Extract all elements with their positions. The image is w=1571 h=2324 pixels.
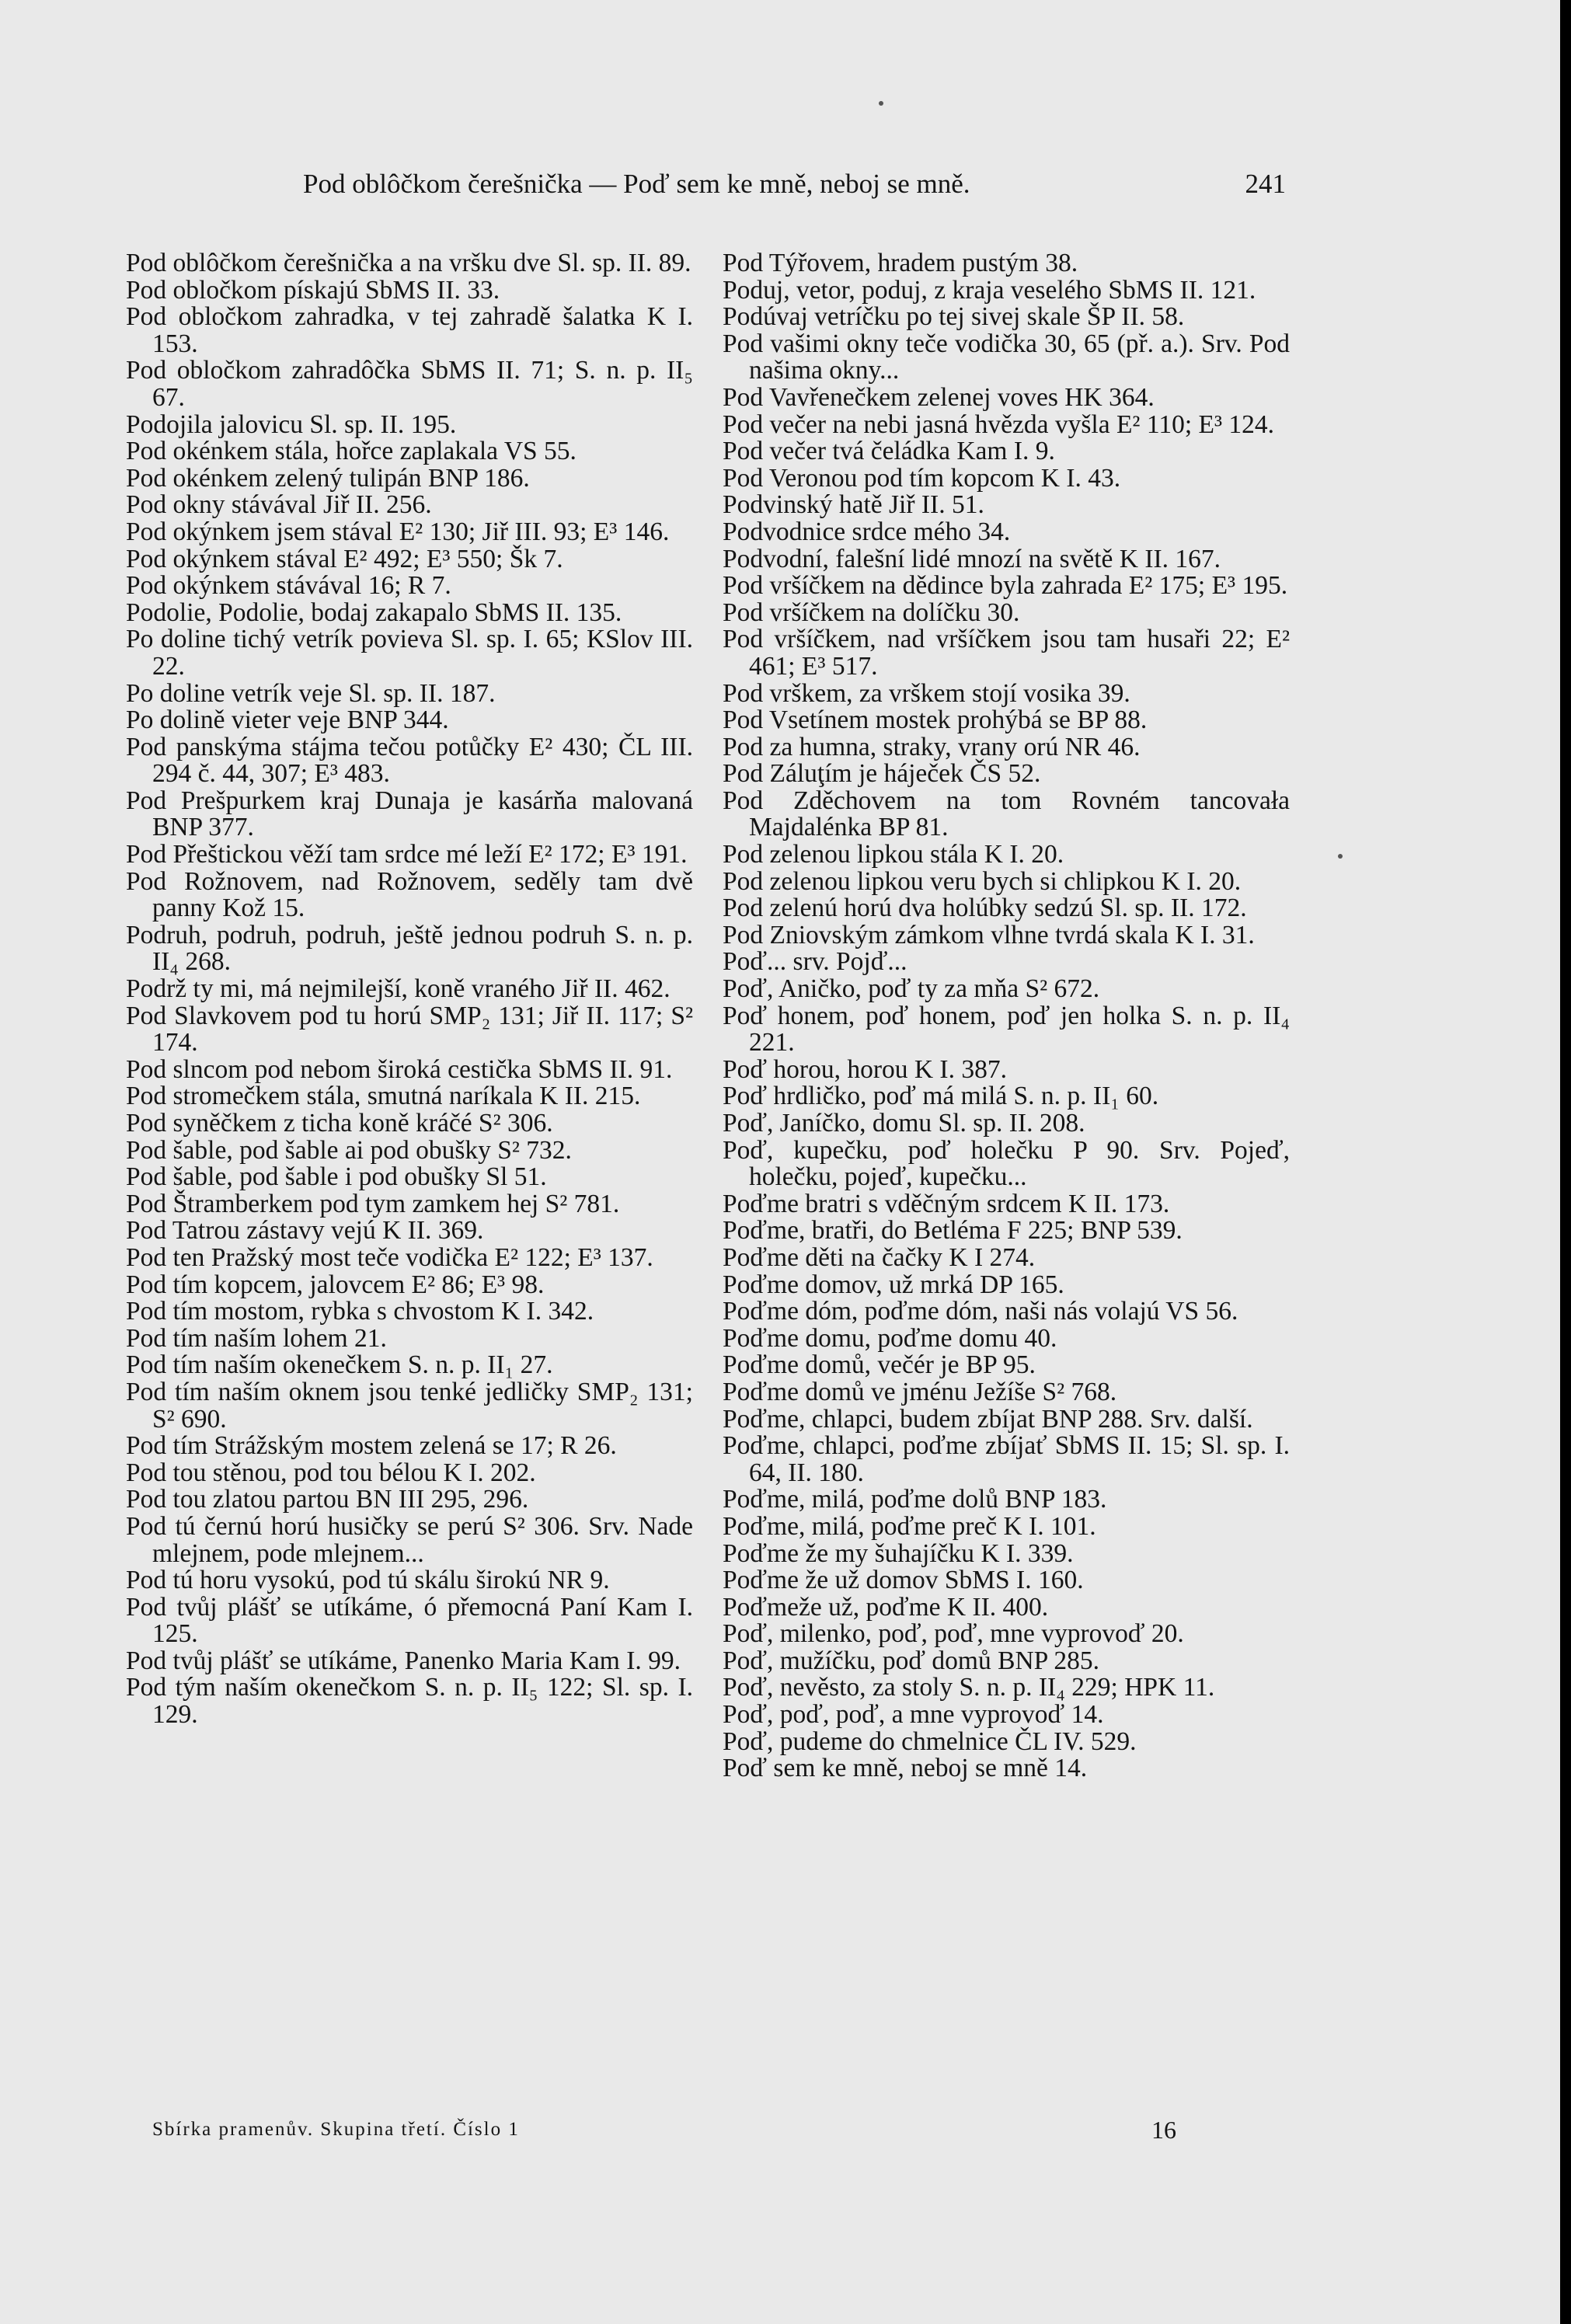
index-entry: Pod tvůj plášť se utíkáme, ó přemocná Paní Kam I. 125. xyxy=(126,1592,693,1649)
index-entry: Poďme že my šuhajíčku K I. 339. xyxy=(723,1538,1074,1568)
index-entry: Pod ten Pražský most teče vodička E² 122; E³ 137. xyxy=(126,1242,653,1272)
index-entry: Pod šable, pod šable i pod obušky Sl 51. xyxy=(126,1162,547,1192)
sheet-number: 16 xyxy=(1151,2116,1176,2144)
index-entry: Pod tú horu vysokú, pod tú skálu širokú NR 9. xyxy=(126,1566,610,1595)
index-entry: Poď... srv. Pojď... xyxy=(723,947,907,977)
index-entry: Poďme děti na čačky K I 274. xyxy=(723,1242,1036,1272)
index-entry: Pod tou zlatou partou BN III 295, 296. xyxy=(126,1485,529,1514)
index-entry: Pod večer tvá čeládka Kam I. 9. xyxy=(723,437,1055,466)
index-entry: Poď hrdličko, poď má milá S. n. p. II₁ 60. xyxy=(723,1082,1159,1111)
index-entry: Pod tú černú horú husičky se perú S² 306. Srv. Nade mlejnem, pode mlejnem... xyxy=(126,1511,693,1568)
index-entry: Pod vašimi okny teče vodička 30, 65 (př. a.). Srv. Pod našima okny... xyxy=(723,329,1290,385)
index-entry: Pod slncom pod nebom široká cestička SbMS II. 91. xyxy=(126,1054,673,1084)
index-entry: Poďme dóm, poďme dóm, naši nás volajú VS 56. xyxy=(723,1297,1238,1326)
index-entry: Poď, Aničko, poď ty za mňa S² 672. xyxy=(723,974,1100,1004)
index-entry: Poď, Janíčko, domu Sl. sp. II. 208. xyxy=(723,1109,1085,1138)
index-entry: Pod šable, pod šable ai pod obušky S² 732. xyxy=(126,1135,572,1165)
index-entry: Poďmeže už, poďme K II. 400. xyxy=(723,1592,1049,1622)
index-entry: Podolie, Podolie, bodaj zakapalo SbMS II. 135. xyxy=(126,598,622,627)
index-entry: Pod zelenou lipkou stála K I. 20. xyxy=(723,840,1064,869)
index-entry: Podruh, podruh, podruh, ještě jednou podruh S. n. p. II₄ 268. xyxy=(126,920,693,977)
index-entry: Po doline vetrík veje Sl. sp. II. 187. xyxy=(126,678,496,708)
index-entry: Pod okýnkem jsem stával E² 130; Jiř III. 93; E³ 146. xyxy=(126,517,670,546)
index-entry: Poď honem, poď honem, poď jen holka S. n. p. II₄ 221. xyxy=(723,1001,1290,1057)
index-entry: Pod Prešpurkem kraj Dunaja je kasárňa malovaná BNP 377. xyxy=(126,786,693,842)
index-entry: Pod tím naším okenečkem S. n. p. II₁ 27. xyxy=(126,1350,553,1380)
index-entry: Poďme bratri s vděčným srdcem K II. 173. xyxy=(723,1189,1170,1218)
index-entry: Podojila jalovicu Sl. sp. II. 195. xyxy=(126,409,457,439)
index-entry: Pod tvůj plášť se utíkáme, Panenko Maria Kam I. 99. xyxy=(126,1646,681,1675)
header-title: Pod oblôčkom čerešnička — Poď sem ke mně, neboj se mně. xyxy=(303,169,970,199)
index-entry: Pod Veronou pod tím kopcom K I. 43. xyxy=(723,463,1121,493)
index-entry: Pod okénkem stála, hořce zaplakala VS 55. xyxy=(126,437,576,466)
index-entry: Pod obločkom zahradôčka SbMS II. 71; S. n. p. II₅ 67. xyxy=(126,356,693,412)
index-entry: Pod okénkem zelený tulipán BNP 186. xyxy=(126,463,530,493)
index-entry: Pod Slavkovem pod tu horú SMP₂ 131; Jiř II. 117; S² 174. xyxy=(126,1001,693,1057)
index-entry: Pod tím Strážským mostem zelená se 17; R 26. xyxy=(126,1431,617,1461)
index-entry: Poduj, vetor, poduj, z kraja veselého SbMS II. 121. xyxy=(723,275,1256,305)
index-entry: Pod tím naším lohem 21. xyxy=(126,1323,387,1353)
index-entry: Pod tým naším okenečkom S. n. p. II₅ 122; Sl. sp. I. 129. xyxy=(126,1673,693,1730)
index-entry: Poďme, chlapci, poďme zbíjať SbMS II. 15; Sl. sp. I. 64, II. 180. xyxy=(723,1431,1290,1487)
index-entry: Podvodnice srdce mého 34. xyxy=(723,517,1011,546)
index-entry: Pod Rožnovem, nad Rožnovem, seděly tam dvě panny Kož 15. xyxy=(126,866,693,923)
index-entry: Podrž ty mi, má nejmilejší, koně vraného Jiř II. 462. xyxy=(126,974,671,1004)
running-header xyxy=(303,165,1286,204)
index-entry: Poďme domů, večér je BP 95. xyxy=(723,1350,1036,1380)
index-entry: Pod za humna, straky, vrany orú NR 46. xyxy=(723,732,1141,761)
page-footer xyxy=(152,2114,1176,2145)
index-entry: Poďme že už domov SbMS I. 160. xyxy=(723,1566,1084,1595)
index-entry: Podvodní, falešní lidé mnozí na světě K II. 167. xyxy=(723,544,1221,573)
index-entry: Pod vrškem, za vrškem stojí vosika 39. xyxy=(723,678,1130,708)
index-entry: Pod stromečkem stála, smutná naríkala K II. 215. xyxy=(126,1082,641,1111)
index-entry: Pod Záluţím je háječek ČS 52. xyxy=(723,759,1041,789)
index-entry: Poď horou, horou K I. 387. xyxy=(723,1054,1007,1084)
index-entry: Poď, poď, poď, a mne vyprovoď 14. xyxy=(723,1700,1104,1730)
index-entry: Pod okýnkem stával E² 492; E³ 550; Šk 7. xyxy=(126,544,563,573)
left-column xyxy=(126,250,693,1729)
index-entry: Poď, pudeme do chmelnice ČL IV. 529. xyxy=(723,1726,1137,1756)
index-entry: Pod Vsetínem mostek prohýbá se BP 88. xyxy=(723,706,1148,735)
index-entry: Pod vršíčkem, nad vršíčkem jsou tam husaři 22; E² 461; E³ 517. xyxy=(723,625,1290,681)
index-entry: Pod syněčkem z ticha koně kráčé S² 306. xyxy=(126,1109,553,1138)
index-entry: Poď, nevěsto, za stoly S. n. p. II₄ 229; HPK 11. xyxy=(723,1673,1215,1702)
index-entry: Poďme, milá, poďme dolů BNP 183. xyxy=(723,1485,1107,1514)
index-entry: Podúvaj vetríčku po tej sivej skale ŠP II. 58. xyxy=(723,302,1185,332)
index-entry: Pod tím kopcem, jalovcem E² 86; E³ 98. xyxy=(126,1270,545,1299)
index-entry: Pod Přeštickou věží tam srdce mé leží E² 172; E³ 191. xyxy=(126,840,688,869)
index-entry: Pod vršíčkem na dolíčku 30. xyxy=(723,598,1020,627)
index-entry: Poďme domu, poďme domu 40. xyxy=(723,1323,1057,1353)
index-entry: Pod Vavřenečkem zelenej voves HK 364. xyxy=(723,382,1155,412)
index-entry: Pod Štramberkem pod tym zamkem hej S² 781. xyxy=(126,1189,620,1218)
index-entry: Pod obločkom zahradka, v tej zahradě šalatka K I. 153. xyxy=(126,302,693,358)
index-entry: Poďme domů ve jménu Ježíše S² 768. xyxy=(723,1377,1117,1406)
index-entry: Poď, milenko, poď, poď, mne vyprovoď 20. xyxy=(723,1619,1184,1649)
index-entry: Poďme, bratři, do Betléma F 225; BNP 539. xyxy=(723,1216,1183,1246)
index-entry: Pod Zniovským zámkom vlhne tvrdá skala K I. 31. xyxy=(723,920,1255,949)
index-entry: Pod Týřovem, hradem pustým 38. xyxy=(723,249,1078,277)
index-entry: Poď, mužíčku, poď domů BNP 285. xyxy=(723,1646,1100,1675)
page-number: 241 xyxy=(1245,169,1286,199)
index-entry: Poďme domov, už mrká DP 165. xyxy=(723,1270,1064,1299)
index-entry: Pod Tatrou zástavy vejú K II. 369. xyxy=(126,1216,484,1246)
index-entry: Pod vršíčkem na dědince byla zahrada E² 175; E³ 195. xyxy=(723,571,1288,601)
index-entry: Pod tím naším oknem jsou tenké jedličky SMP₂ 131; S² 690. xyxy=(126,1377,693,1434)
index-entry: Pod okny stávával Jiř II. 256. xyxy=(126,490,432,520)
index-entry: Pod okýnkem stávával 16; R 7. xyxy=(126,571,451,601)
index-entry: Pod Zděchovem na tom Rovném tancovała Majdalénka BP 81. xyxy=(723,786,1290,842)
specks xyxy=(879,101,883,106)
index-entry: Pod oblôčkom čerešnička a na vršku dve Sl. sp. II. 89. xyxy=(126,249,691,277)
index-entry: Podvinský hatě Jiř II. 51. xyxy=(723,490,984,520)
index-entry: Pod zelenou lipkou veru bych si chlipkou K I. 20. xyxy=(723,866,1242,896)
index-entry: Po doline tichý vetrík povieva Sl. sp. I. 65; KSlov III. 22. xyxy=(126,625,693,681)
index-entry: Poďme, chlapci, budem zbíjat BNP 288. Srv. další. xyxy=(723,1404,1253,1434)
index-entry: Pod tou stěnou, pod tou bélou K I. 202. xyxy=(126,1458,536,1487)
right-column xyxy=(723,250,1290,1782)
index-entry: Pod tím mostom, rybka s chvostom K I. 342. xyxy=(126,1297,594,1326)
specks xyxy=(1338,854,1343,859)
index-entry: Pod panskýma stájma tečou potůčky E² 430; ČL III. 294 č. 44, 307; E³ 483. xyxy=(126,732,693,789)
index-entry: Po dolině vieter veje BNP 344. xyxy=(126,706,449,735)
index-entry: Poď sem ke mně, neboj se mně 14. xyxy=(723,1754,1088,1783)
index-entry: Pod obločkom pískajú SbMS II. 33. xyxy=(126,275,500,305)
index-entry: Poď, kupečku, poď holečku P 90. Srv. Pojeď, holečku, pojeď, kupečku... xyxy=(723,1135,1290,1192)
index-entry: Pod večer na nebi jasná hvězda vyšla E² 110; E³ 124. xyxy=(723,409,1275,439)
index-entry: Pod zelenú horú dva holúbky sedzú Sl. sp. II. 172. xyxy=(723,894,1247,923)
index-entry: Poďme, milá, poďme preč K I. 101. xyxy=(723,1511,1096,1541)
printer-signature: Sbírka pramenův. Skupina třetí. Číslo 1 xyxy=(152,2119,520,2140)
